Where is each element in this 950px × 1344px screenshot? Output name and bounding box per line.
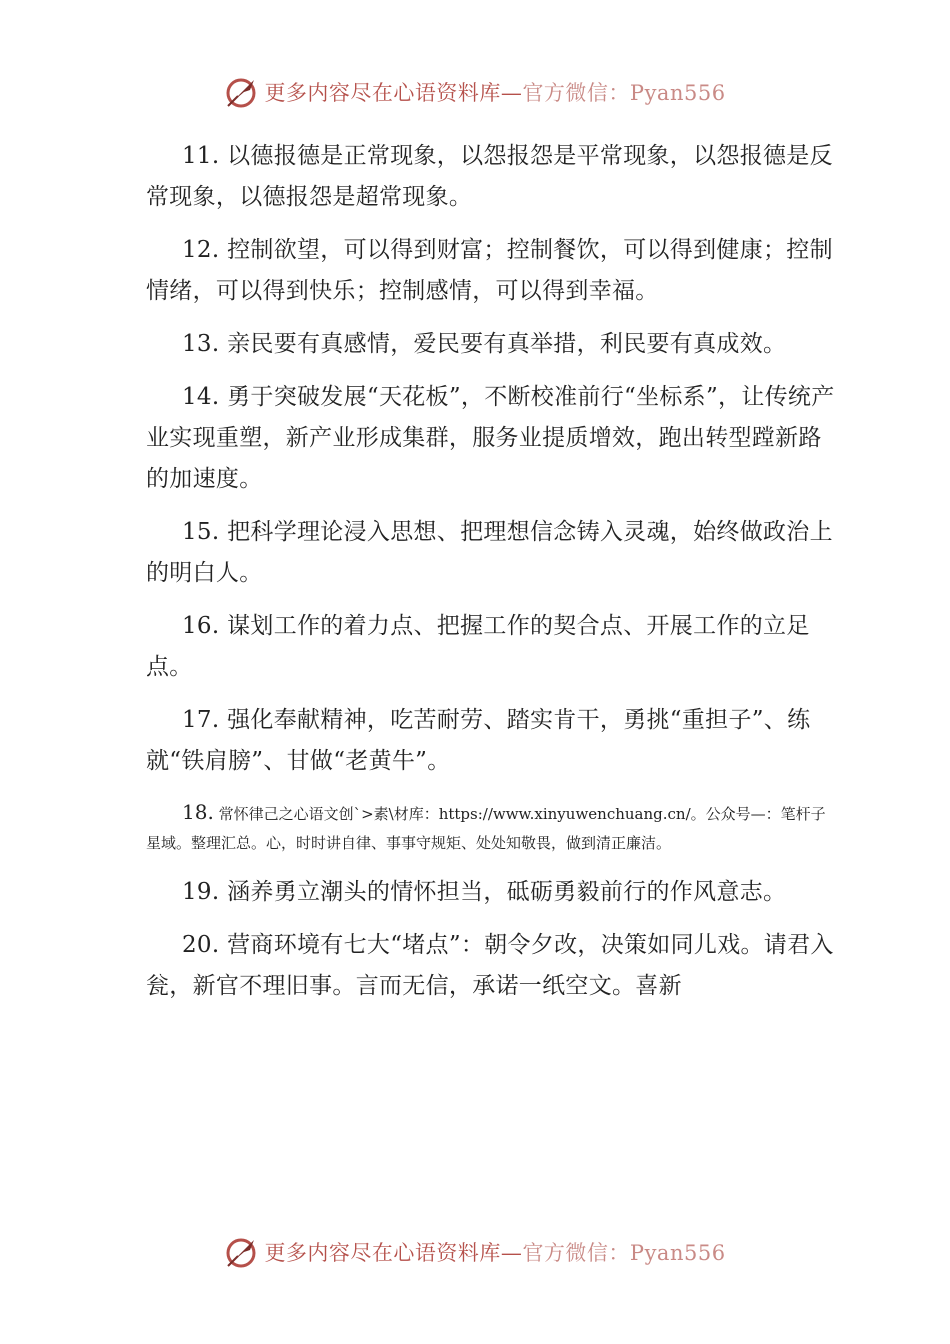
paragraph-12: 12. 控制欲望，可以得到财富；控制餐饮，可以得到健康；控制情绪，可以得到快乐；控制感情，可以得到幸福。 <box>146 237 833 304</box>
document-body <box>146 136 836 1019</box>
footer-banner-text: 更多内容尽在心语资料库—官方微信：Pyan556 <box>264 1241 726 1265</box>
paragraph-15: 15. 把科学理论浸入思想、把理想信念铸入灵魂，始终做政治上的明白人。 <box>146 519 833 586</box>
paragraph-18-number: 18. <box>182 800 214 824</box>
paragraph-18-text: 常怀律己之心语文创`>素\材库：https://www.xinyuwenchuang.cn/。公众号—：笔杆子星域。整理汇总。心，时时讲自律、事事守规矩、处处知敬畏，做到清正廉洁。 <box>146 805 826 852</box>
paragraph-20: 20. 营商环境有七大“堵点”：朝令夕改，决策如同儿戏。请君入瓮，新官不理旧事。言而无信，承诺一纸空文。喜新 <box>146 932 834 999</box>
paragraph-19: 19. 涵养勇立潮头的情怀担当，砥砺勇毅前行的作风意志。 <box>182 879 787 905</box>
header-banner <box>0 72 950 112</box>
paragraph-16: 16. 谋划工作的着力点、把握工作的契合点、开展工作的立足点。 <box>146 613 810 680</box>
quill-logo-icon <box>224 1234 260 1270</box>
paragraph-14: 14. 勇于突破发展“天花板”，不断校准前行“坐标系”，让传统产业实现重塑，新产业形成集群，服务业提质增效，跑出转型蹚新路的加速度。 <box>146 384 835 492</box>
paragraph-13: 13. 亲民要有真感情，爱民要有真举措，利民要有真成效。 <box>182 331 787 357</box>
footer-banner <box>0 1232 950 1272</box>
paragraph-17: 17. 强化奉献精神，吃苦耐劳、踏实肯干，勇挑“重担子”、练就“铁肩膀”、甘做“老黄牛”。 <box>146 707 811 774</box>
quill-logo-icon <box>224 74 260 110</box>
paragraph-11: 11. 以德报德是正常现象，以怨报怨是平常现象，以怨报德是反常现象，以德报怨是超常现象。 <box>146 143 833 210</box>
paragraph-18 <box>146 798 836 858</box>
header-banner-text: 更多内容尽在心语资料库—官方微信：Pyan556 <box>264 81 726 105</box>
